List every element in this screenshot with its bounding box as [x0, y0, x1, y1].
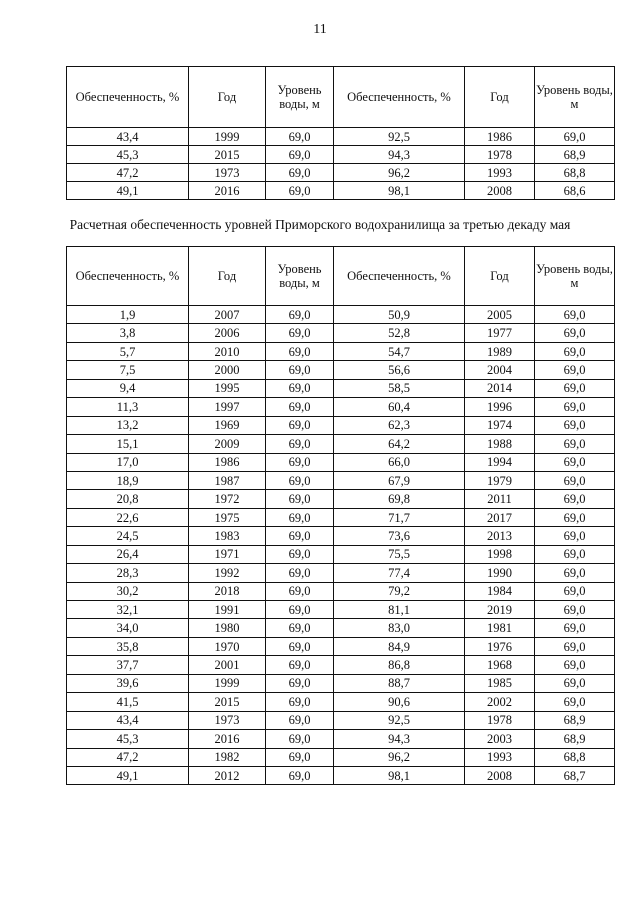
table-row	[67, 656, 615, 674]
table-cell: 69,0	[535, 128, 615, 146]
header-water-level-1: Уровень воды, м	[266, 247, 334, 306]
table-cell: 1982	[189, 748, 266, 766]
table-cell: 1976	[465, 637, 535, 655]
table-cell: 54,7	[334, 342, 465, 360]
table-cell: 45,3	[67, 730, 189, 748]
table-cell: 79,2	[334, 582, 465, 600]
table-cell: 2008	[465, 182, 535, 200]
table-cell: 28,3	[67, 564, 189, 582]
table-cell: 2015	[189, 146, 266, 164]
table-row	[67, 527, 615, 545]
header-water-level-2: Уровень воды, м	[535, 67, 615, 128]
table-cell: 69,0	[535, 564, 615, 582]
table-cell: 69,0	[266, 306, 334, 324]
table-cell: 69,0	[266, 508, 334, 526]
table-cell: 2017	[465, 508, 535, 526]
table-cell: 94,3	[334, 730, 465, 748]
header-year-2: Год	[465, 247, 535, 306]
table-cell: 2004	[465, 361, 535, 379]
table-row	[67, 324, 615, 342]
table-cell: 69,0	[266, 545, 334, 563]
table-cell: 1998	[465, 545, 535, 563]
table-caption: Расчетная обеспеченность уровней Приморского водохранилища за третью декаду мая	[69, 217, 571, 232]
table-cell: 49,1	[67, 766, 189, 784]
table-cell: 1973	[189, 164, 266, 182]
water-level-table-1	[66, 66, 615, 200]
table-cell: 2000	[189, 361, 266, 379]
table-row	[67, 508, 615, 526]
table-cell: 47,2	[67, 164, 189, 182]
table-cell: 69,0	[266, 361, 334, 379]
table-row	[67, 306, 615, 324]
table-body	[67, 128, 615, 200]
table-cell: 1988	[465, 435, 535, 453]
table-cell: 88,7	[334, 674, 465, 692]
table-cell: 69,0	[535, 342, 615, 360]
table-row	[67, 674, 615, 692]
table-cell: 71,7	[334, 508, 465, 526]
table-cell: 1983	[189, 527, 266, 545]
table-row	[67, 342, 615, 360]
table-cell: 34,0	[67, 619, 189, 637]
table-cell: 69,0	[266, 416, 334, 434]
table-cell: 11,3	[67, 398, 189, 416]
table-cell: 69,0	[535, 693, 615, 711]
table-cell: 83,0	[334, 619, 465, 637]
table-cell: 92,5	[334, 128, 465, 146]
table-cell: 69,0	[266, 128, 334, 146]
table-cell: 92,5	[334, 711, 465, 729]
table-cell: 1979	[465, 471, 535, 489]
table-cell: 62,3	[334, 416, 465, 434]
table-cell: 69,8	[334, 490, 465, 508]
table-cell: 49,1	[67, 182, 189, 200]
table-cell: 69,0	[266, 637, 334, 655]
table-cell: 1971	[189, 545, 266, 563]
table-cell: 69,0	[535, 379, 615, 397]
header-row	[67, 67, 615, 128]
table-cell: 96,2	[334, 164, 465, 182]
table-cell: 69,0	[535, 619, 615, 637]
table-cell: 68,9	[535, 146, 615, 164]
header-provision-1: Обеспеченность, %	[67, 67, 189, 128]
table-row	[67, 182, 615, 200]
table-cell: 69,0	[535, 453, 615, 471]
table-cell: 69,0	[266, 582, 334, 600]
table-row	[67, 619, 615, 637]
table-cell: 1972	[189, 490, 266, 508]
water-level-table-2	[66, 246, 615, 785]
table-cell: 1,9	[67, 306, 189, 324]
table-cell: 32,1	[67, 601, 189, 619]
table-cell: 2002	[465, 693, 535, 711]
table-cell: 1985	[465, 674, 535, 692]
table-cell: 75,5	[334, 545, 465, 563]
table-cell: 1992	[189, 564, 266, 582]
table-cell: 15,1	[67, 435, 189, 453]
table-cell: 69,0	[266, 693, 334, 711]
table-cell: 1993	[465, 748, 535, 766]
header-provision-1: Обеспеченность, %	[67, 247, 189, 306]
table-cell: 2016	[189, 182, 266, 200]
table-cell: 69,0	[266, 619, 334, 637]
table-cell: 1974	[465, 416, 535, 434]
table-header	[67, 247, 615, 306]
table-cell: 1984	[465, 582, 535, 600]
table-cell: 43,4	[67, 711, 189, 729]
table-cell: 20,8	[67, 490, 189, 508]
table-row	[67, 545, 615, 563]
header-year-1: Год	[189, 247, 266, 306]
table-cell: 1995	[189, 379, 266, 397]
table-cell: 5,7	[67, 342, 189, 360]
table-cell: 2019	[465, 601, 535, 619]
table-cell: 1987	[189, 471, 266, 489]
table-cell: 26,4	[67, 545, 189, 563]
table-cell: 96,2	[334, 748, 465, 766]
table-cell: 68,9	[535, 711, 615, 729]
table-cell: 9,4	[67, 379, 189, 397]
table-cell: 1977	[465, 324, 535, 342]
table-cell: 98,1	[334, 766, 465, 784]
table-cell: 69,0	[266, 564, 334, 582]
table-row	[67, 693, 615, 711]
table-cell: 1981	[465, 619, 535, 637]
table-cell: 18,9	[67, 471, 189, 489]
table-cell: 69,0	[266, 674, 334, 692]
table-body	[67, 306, 615, 785]
table-cell: 2013	[465, 527, 535, 545]
table-cell: 69,0	[266, 342, 334, 360]
table-cell: 68,8	[535, 164, 615, 182]
table-cell: 2006	[189, 324, 266, 342]
table-cell: 1973	[189, 711, 266, 729]
table-row	[67, 564, 615, 582]
header-water-level-2: Уровень воды, м	[535, 247, 615, 306]
table-row	[67, 379, 615, 397]
table-cell: 2007	[189, 306, 266, 324]
table-row	[67, 730, 615, 748]
header-provision-2: Обеспеченность, %	[334, 67, 465, 128]
table-cell: 17,0	[67, 453, 189, 471]
table-cell: 90,6	[334, 693, 465, 711]
table-cell: 2001	[189, 656, 266, 674]
table-cell: 13,2	[67, 416, 189, 434]
table-cell: 68,6	[535, 182, 615, 200]
table-cell: 56,6	[334, 361, 465, 379]
table-row	[67, 748, 615, 766]
table-cell: 39,6	[67, 674, 189, 692]
table-row	[67, 398, 615, 416]
table-cell: 2009	[189, 435, 266, 453]
table-row	[67, 766, 615, 784]
table-cell: 1980	[189, 619, 266, 637]
table-row	[67, 416, 615, 434]
table-cell: 24,5	[67, 527, 189, 545]
table-cell: 69,0	[266, 398, 334, 416]
table-cell: 69,0	[535, 416, 615, 434]
table-cell: 1968	[465, 656, 535, 674]
table-cell: 69,0	[266, 164, 334, 182]
table-row	[67, 128, 615, 146]
table-cell: 68,9	[535, 730, 615, 748]
table-cell: 22,6	[67, 508, 189, 526]
table-row	[67, 490, 615, 508]
table-cell: 1978	[465, 711, 535, 729]
table-cell: 77,4	[334, 564, 465, 582]
table-row	[67, 146, 615, 164]
table-cell: 69,0	[266, 527, 334, 545]
table-cell: 2008	[465, 766, 535, 784]
table-cell: 1999	[189, 674, 266, 692]
table-cell: 69,0	[535, 656, 615, 674]
table-cell: 69,0	[266, 766, 334, 784]
table-cell: 69,0	[535, 435, 615, 453]
table-cell: 69,0	[266, 146, 334, 164]
table-cell: 69,0	[266, 490, 334, 508]
table-row	[67, 471, 615, 489]
header-provision-2: Обеспеченность, %	[334, 247, 465, 306]
table-cell: 69,0	[535, 361, 615, 379]
table-cell: 35,8	[67, 637, 189, 655]
table-cell: 2014	[465, 379, 535, 397]
table-cell: 69,0	[266, 601, 334, 619]
table-cell: 68,7	[535, 766, 615, 784]
table-cell: 69,0	[535, 601, 615, 619]
table-cell: 69,0	[266, 730, 334, 748]
table-cell: 7,5	[67, 361, 189, 379]
table-cell: 69,0	[535, 306, 615, 324]
table-cell: 1996	[465, 398, 535, 416]
table-cell: 2010	[189, 342, 266, 360]
table-cell: 47,2	[67, 748, 189, 766]
table-cell: 67,9	[334, 471, 465, 489]
table-cell: 69,0	[266, 182, 334, 200]
table-cell: 41,5	[67, 693, 189, 711]
table-cell: 84,9	[334, 637, 465, 655]
header-water-level-1: Уровень воды, м	[266, 67, 334, 128]
table-cell: 1986	[465, 128, 535, 146]
table-cell: 2016	[189, 730, 266, 748]
table-cell: 94,3	[334, 146, 465, 164]
table-cell: 69,0	[266, 656, 334, 674]
header-row	[67, 247, 615, 306]
table-cell: 2012	[189, 766, 266, 784]
table-cell: 1989	[465, 342, 535, 360]
table-cell: 58,5	[334, 379, 465, 397]
table-cell: 69,0	[266, 379, 334, 397]
table-cell: 86,8	[334, 656, 465, 674]
table-cell: 69,0	[535, 471, 615, 489]
table-cell: 1970	[189, 637, 266, 655]
table-cell: 69,0	[535, 508, 615, 526]
table-cell: 1994	[465, 453, 535, 471]
table-row	[67, 164, 615, 182]
table-cell: 50,9	[334, 306, 465, 324]
table-row	[67, 453, 615, 471]
table-cell: 68,8	[535, 748, 615, 766]
table-cell: 1975	[189, 508, 266, 526]
table-cell: 69,0	[535, 398, 615, 416]
table-cell: 30,2	[67, 582, 189, 600]
table-cell: 2005	[465, 306, 535, 324]
table-row	[67, 637, 615, 655]
table-cell: 64,2	[334, 435, 465, 453]
table-cell: 69,0	[535, 637, 615, 655]
table-cell: 69,0	[266, 748, 334, 766]
table-cell: 66,0	[334, 453, 465, 471]
table-cell: 69,0	[266, 711, 334, 729]
table-cell: 2015	[189, 693, 266, 711]
table-cell: 1997	[189, 398, 266, 416]
table-cell: 1969	[189, 416, 266, 434]
table-cell: 81,1	[334, 601, 465, 619]
table-cell: 43,4	[67, 128, 189, 146]
table-cell: 45,3	[67, 146, 189, 164]
table-cell: 69,0	[266, 453, 334, 471]
table-cell: 69,0	[535, 490, 615, 508]
table-cell: 98,1	[334, 182, 465, 200]
table-cell: 69,0	[266, 324, 334, 342]
table-row	[67, 582, 615, 600]
table-cell: 69,0	[535, 582, 615, 600]
page-number: 11	[313, 22, 327, 37]
table-cell: 37,7	[67, 656, 189, 674]
table-cell: 1978	[465, 146, 535, 164]
table-cell: 2003	[465, 730, 535, 748]
table-cell: 1990	[465, 564, 535, 582]
table-cell: 3,8	[67, 324, 189, 342]
table-row	[67, 435, 615, 453]
table-cell: 2011	[465, 490, 535, 508]
table-cell: 69,0	[535, 674, 615, 692]
table-cell: 69,0	[266, 435, 334, 453]
table-cell: 69,0	[535, 324, 615, 342]
table-cell: 73,6	[334, 527, 465, 545]
table-header	[67, 67, 615, 128]
table-cell: 52,8	[334, 324, 465, 342]
table-cell: 1986	[189, 453, 266, 471]
table-row	[67, 601, 615, 619]
table-row	[67, 361, 615, 379]
table-cell: 69,0	[535, 545, 615, 563]
table-cell: 1999	[189, 128, 266, 146]
table-cell: 1991	[189, 601, 266, 619]
table-cell: 1993	[465, 164, 535, 182]
table-cell: 60,4	[334, 398, 465, 416]
table-row	[67, 711, 615, 729]
table-cell: 69,0	[266, 471, 334, 489]
header-year-1: Год	[189, 67, 266, 128]
table-cell: 69,0	[535, 527, 615, 545]
table-cell: 2018	[189, 582, 266, 600]
header-year-2: Год	[465, 67, 535, 128]
